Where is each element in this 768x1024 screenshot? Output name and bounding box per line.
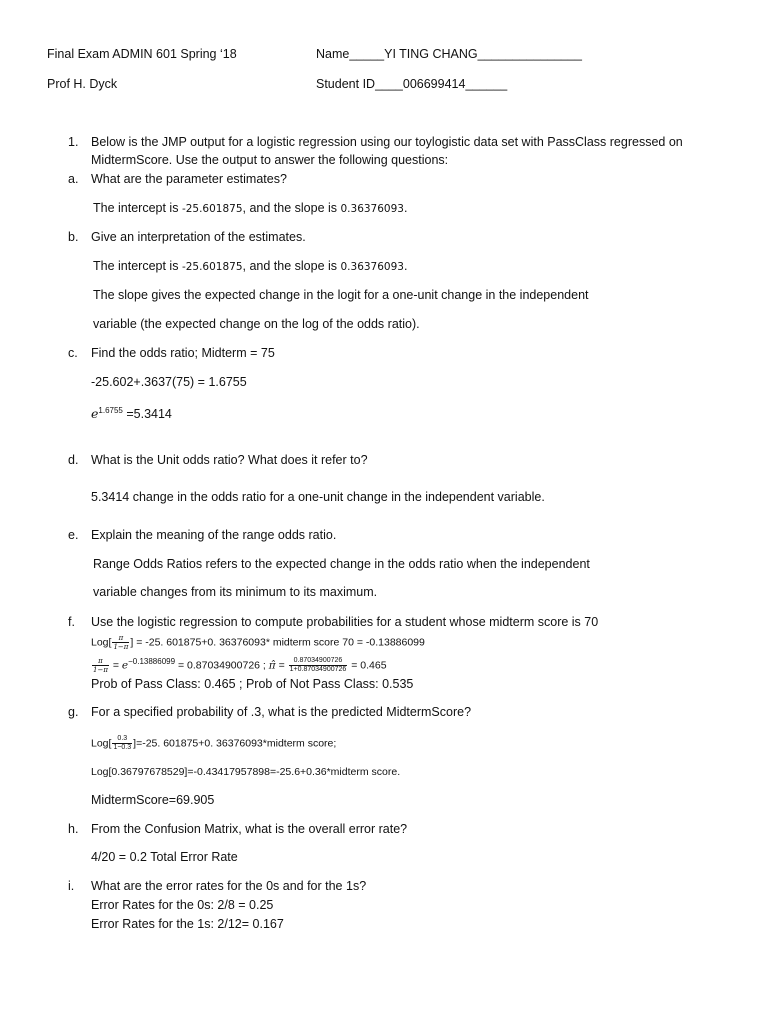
part-i-marker: i. [68,879,75,893]
part-e-question: Explain the meaning of the range odds ratio. [91,528,337,542]
part-i-answer-0s: Error Rates for the 0s: 2/8 = 0.25 [91,898,274,912]
part-f-odds-equation: $\frac{\pi}{1-\pi}$ = $e^{-0.13886099} = 0.87034900726$ ; π̂ = $\frac{0.87034900726}{1+0.87034900726}$ = 0.465 [93,657,387,675]
part-a-question: What are the parameter estimates? [91,172,287,186]
course-title: Final Exam ADMIN 601 Spring ‘18 [47,47,237,61]
part-f-probabilities: Prob of Pass Class: 0.465 ; Prob of Not Pass Class: 0.535 [91,677,414,691]
part-h-marker: h. [68,822,79,836]
fraction: $\frac{\pi}{1-\pi}$ [93,657,108,675]
part-a-answer: The intercept is -25.601875, and the slope is 0.36376093. [93,201,408,215]
fraction: $\frac{0.3}{1-0.3}$ [113,735,132,751]
question-prompt-line1: Below is the JMP output for a logistic regression using our toylogistic data set with PassClass regressed on [91,135,683,149]
fraction: $\frac{0.87034900726}{1+0.87034900726}$ [289,657,347,674]
question-prompt-line2: MidtermScore. Use the output to answer the following questions: [91,153,449,167]
part-e-answer-line2: variable changes from its minimum to its maximum. [93,585,378,599]
student-name: Name_____YI TING CHANG_______________ [316,47,582,61]
question-number: 1. [68,135,79,149]
part-f-logit-equation: Log[ $\frac{\pi}{1-\pi}$ ] = -25. 601875+0. 36376093* midterm score 70 = -0.13886099 [91,634,425,651]
part-i-answer-1s: Error Rates for the 1s: 2/12= 0.167 [91,917,284,931]
part-a-marker: a. [68,172,79,186]
part-b-question: Give an interpretation of the estimates. [91,230,306,244]
part-c-calculation: -25.602+.3637(75) = 1.6755 [91,375,247,389]
part-g-logit-equation: Log[ $\frac{0.3}{1-0.3}$ ]=-25. 601875+0. 36376093*midterm score; [91,735,337,751]
student-id: Student ID____006699414______ [316,77,508,91]
part-d-question: What is the Unit odds ratio? What does it refer to? [91,453,368,467]
part-b-answer-line1: The intercept is -25.601875, and the slope is 0.36376093. [93,259,408,273]
part-e-answer-line1: Range Odds Ratios refers to the expected change in the odds ratio when the independent [93,557,590,571]
part-c-question: Find the odds ratio; Midterm = 75 [91,346,275,360]
part-b-marker: b. [68,230,79,244]
part-c-exponent: $e^{1.6755} =5.3414$ [91,406,172,422]
part-i-question: What are the error rates for the 0s and for the 1s? [91,879,367,893]
part-b-answer-line2: The slope gives the expected change in the logit for a one-unit change in the independent [93,288,589,302]
part-f-marker: f. [68,615,75,629]
part-g-result: MidtermScore=69.905 [91,793,215,807]
professor-name: Prof H. Dyck [47,77,118,91]
part-h-question: From the Confusion Matrix, what is the overall error rate? [91,822,408,836]
part-d-marker: d. [68,453,79,467]
part-d-answer: 5.3414 change in the odds ratio for a one-unit change in the independent variable. [91,490,545,504]
part-g-question: For a specified probability of .3, what is the predicted MidtermScore? [91,705,472,719]
part-e-marker: e. [68,528,79,542]
part-g-log-value: Log[0.36797678529]=-0.43417957898=-25.6+0.36*midterm score. [91,766,401,778]
part-g-marker: g. [68,705,79,719]
part-h-answer: 4/20 = 0.2 Total Error Rate [91,850,238,864]
part-f-question: Use the logistic regression to compute probabilities for a student whose midterm score is 70 [91,615,599,629]
fraction: $\frac{\pi}{1-\pi}$ [113,634,129,651]
part-b-answer-line3: variable (the expected change on the log of the odds ratio). [93,317,420,331]
part-c-marker: c. [68,346,78,360]
